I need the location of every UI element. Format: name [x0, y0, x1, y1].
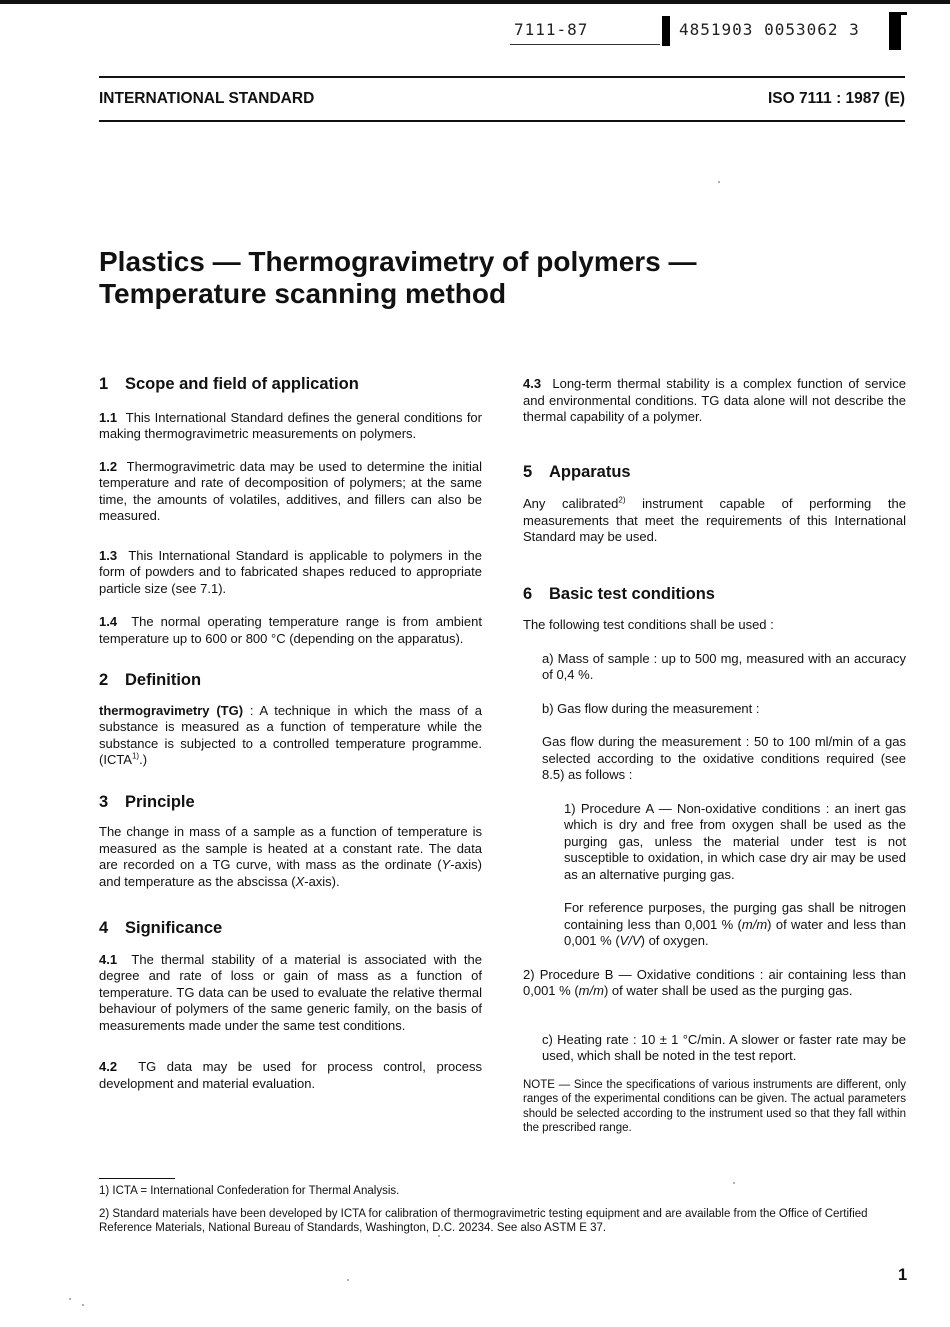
header-right: ISO 7111 : 1987 (E) [767, 90, 905, 107]
scan-speck [82, 1304, 84, 1306]
section-2-heading: 2 Definition [99, 671, 202, 689]
procedure-a: 1) Procedure A — Non-oxidative conditions : an inert gas which is dry and free from oxygen shall be used as the purging gas, unless the material under test is not susceptible to oxidation, in which case dry air may be used as an alternative purging gas. [564, 800, 906, 882]
header-bottom-rule [99, 120, 905, 122]
title-line-2: Temperature scanning method [99, 278, 507, 309]
scan-marker-tick [901, 12, 907, 15]
section-6-heading: 6 Basic test conditions [523, 584, 715, 603]
clause-4-1: 4.1 The thermal stability of a material is associated with the degree and rate of loss or gain of mass as a function of temperature. TG data can be used to evaluate the relative thermal behaviour of polymers of the same generic family, on the basis of measurements made under the same test conditions. [99, 951, 482, 1033]
section-1-heading: 1 Scope and field of application [99, 375, 359, 393]
clause-1-3: 1.3 This International Standard is applicable to polymers in the form of powders and to fabricated shapes reduced to appropriate particle size (see 7.1). [99, 547, 483, 596]
definition-text: thermogravimetry (TG) : A technique in which the mass of a substance is measured as a function of temperature while the substance is subjected to a controlled temperature programme. (ICTA$^{1)}$.) [99, 702, 482, 767]
page-number: 1 [898, 1266, 908, 1284]
condition-a: a) Mass of sample : up to 500 mg, measured with an accuracy of 0,4 %. [542, 650, 906, 682]
scan-underline [510, 44, 660, 45]
clause-4-2: 4.2 TG data may be used for process control, process development and material evaluation. [99, 1059, 482, 1091]
scan-speck [438, 1235, 440, 1237]
apparatus-text: Any calibrated$^{2)}$ instrument capable of performing the measurements that meet the requirements of this International Standard may be used. [523, 495, 906, 544]
right-column [523, 376, 906, 1136]
header-top-rule [99, 76, 905, 78]
clause-4-3: 4.3 Long-term thermal stability is a complex function of service and environmental conditions. TG data alone will not describe the thermal capability of a polymer. [523, 376, 906, 424]
scan-speck [733, 1182, 735, 1184]
header-left: INTERNATIONAL STANDARD [99, 90, 315, 107]
procedure-b: 2) Procedure B — Oxidative conditions : air containing less than 0,001 % (m/m) of water shall be used as the purging gas. [523, 966, 906, 998]
section-4-heading: 4 Significance [99, 919, 223, 937]
left-column [99, 376, 482, 1092]
top-border [0, 0, 950, 4]
reference-purposes: For reference purposes, the purging gas shall be nitrogen containing less than 0,001 % (m/m) of water and less than 0,001 % (V/V) of oxygen. [564, 900, 906, 948]
footnote-2: 2) Standard materials have been developed by ICTA for calibration of thermogravimetric testing equipment and are available from the Office of Certified Reference Materials, National Bureau of Standards, Washington, D.C. 20234. See also ASTM E 37. [99, 1208, 868, 1234]
section-5-heading: 5 Apparatus [523, 462, 631, 481]
clause-1-2: 1.2 Thermogravimetric data may be used to determine the initial temperature and rate of decomposition of polymers; at the same time, the amounts of volatiles, additives, and fillers can also be measured. [99, 458, 482, 523]
conditions-intro: The following test conditions shall be used : [523, 617, 774, 632]
title-line-1: Plastics — Thermogravimetry of polymers — [99, 246, 697, 277]
scan-marker-bar-right [889, 12, 901, 50]
scan-reference-left: 7111-87 [514, 20, 589, 39]
footnote-rule [99, 1178, 175, 1179]
gas-flow-text: Gas flow during the measurement : 50 to 100 ml/min of a gas selected according to the oxidative conditions required (see 8.5) as follows : [542, 734, 906, 782]
principle-text: The change in mass of a sample as a function of temperature is measured as the sample is heated at a constant rate. The data are recorded on a TG curve, with mass as the ordinate (Y-axis) and temperature as the abscissa (X-axis). [99, 824, 482, 889]
scan-speck [718, 181, 720, 183]
footnote-1: 1) ICTA = International Confederation for Thermal Analysis. [99, 1185, 400, 1197]
scan-speck [347, 1279, 349, 1281]
clause-1-4: 1.4 The normal operating temperature range is from ambient temperature up to 600 or 800 °C (depending on the apparatus). [99, 614, 482, 646]
note: NOTE — Since the specifications of various instruments are different, only ranges of the experimental conditions can be given. The actual parameters should be selected according to the instrument used so that they fall within the prescribed range. [523, 1078, 906, 1134]
scan-speck [69, 1298, 71, 1300]
section-3-heading: 3 Principle [99, 792, 195, 811]
condition-b: b) Gas flow during the measurement : [542, 700, 760, 716]
clause-1-1: 1.1 This International Standard defines the general conditions for making thermogravimetric measurements on polymers. [99, 409, 482, 441]
scan-reference-right: 4851903 0053062 3 [679, 20, 860, 39]
page-title [99, 246, 697, 310]
scan-marker-bar [662, 16, 670, 46]
condition-c: c) Heating rate : 10 ± 1 °C/min. A slower or faster rate may be used, which shall be noted in the test report. [542, 1031, 906, 1063]
